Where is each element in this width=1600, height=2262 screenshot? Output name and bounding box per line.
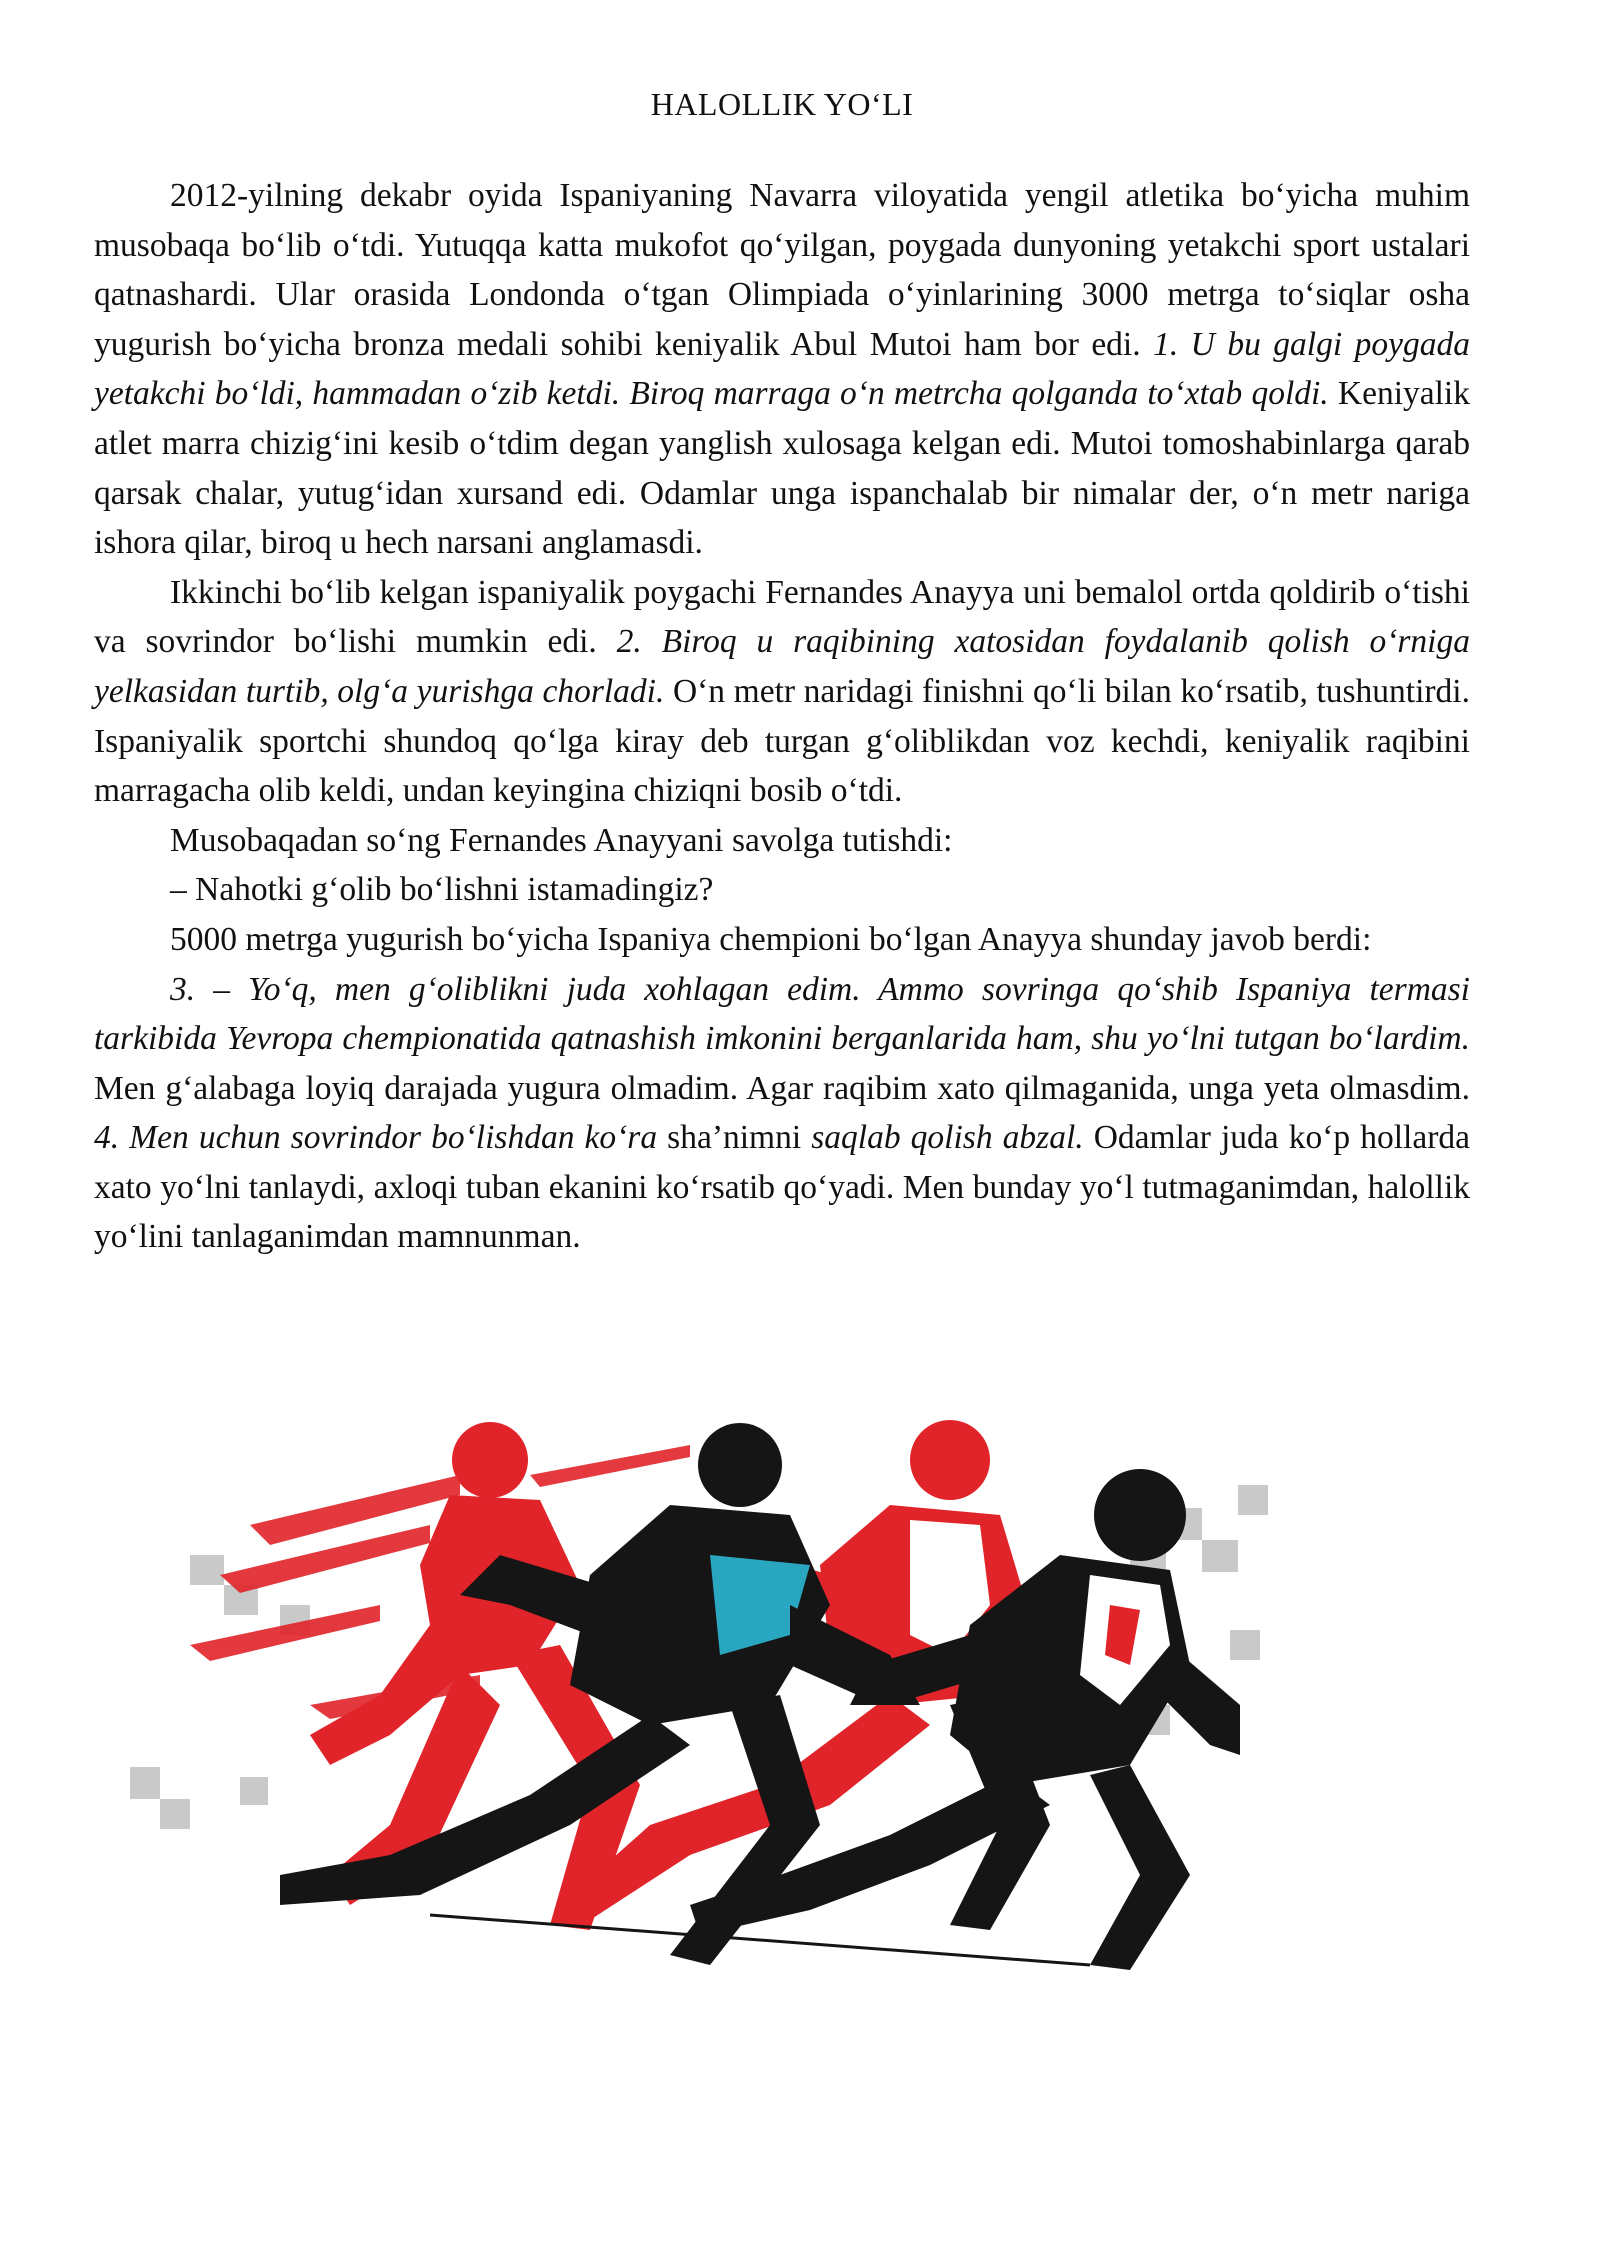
text-segment: sha’nimni: [657, 1119, 812, 1157]
text-segment: 5000 metrga yugurish bo‘yicha Ispaniya chempioni bo‘lgan Anayya shunday javob berdi:: [170, 920, 1372, 958]
document-title: HALOLLIK YO‘LI: [650, 86, 914, 122]
document-body: [94, 171, 1470, 1262]
italic-segment: 1. U bu galgi poygada yetakchi bo‘ldi, hammadan o‘zib ketdi. Biroq marraga o‘n metrcha qolganda to‘xtab qoldi.: [94, 325, 1470, 413]
text-segment: Keniyalik atlet marra chizig‘ini kesib o‘tdim degan yanglish xulosaga kelgan edi. Mutoi tomoshabinlarga qarab qarsak chalar, yutug‘idan xursand edi. Odamlar unga ispanchalab bir nimalar der, o‘n metr nariga ishora qilar, biroq u hech narsani anglamasdi.: [94, 375, 1470, 562]
italic-segment: 3. – Yo‘q, men g‘oliblikni juda xohlagan edim. Ammo sovringa qo‘shib Ispaniya termasi tarkibida Yevropa chempionatida qatnashish imkonini berganlarida ham, shu yo‘lni tutgan bo‘lardim.: [94, 970, 1470, 1058]
text-segment: 2012-yilning dekabr oyida Ispaniyaning Navarra viloyatida yengil atletika bo‘yicha muhim musobaqa bo‘lib o‘tdi. Yutuqqa katta mukofot qo‘yilgan, poygada dunyoning yetakchi sport ustalari qatnashardi. Ular orasida Londonda o‘tgan Olimpiada o‘yinlarining 3000 metrga to‘siqlar osha yugurish bo‘yicha bronza medali sohibi keniyalik Abul Mutoi ham bor edi.: [94, 177, 1470, 363]
paragraph-2: [94, 568, 1470, 816]
paragraph-4: [94, 865, 1470, 915]
paragraph-6: [94, 965, 1470, 1263]
paragraph-3: [94, 816, 1470, 866]
text-segment: Men g‘alabaga loyiq darajada yugura olmadim. Agar raqibim xato qilmaganida, unga yeta olmasdim.: [94, 1069, 1470, 1107]
text-segment: Odamlar juda ko‘p hollarda xato yo‘lni tanlaydi, axloqi tuban ekanini ko‘rsatib qo‘yadi. Men bunday yo‘l tutmaganimdan, halollik yo‘lini tanlaganimdan mamnunman.: [94, 1119, 1471, 1256]
italic-segment: 4. Men uchun sovrindor bo‘lishdan ko‘ra: [94, 1119, 658, 1157]
italic-segment: 2. Biroq u raqibining xatosidan foydalanib qolish o‘rniga yelkasidan turtib, olg‘a yurishga chorladi.: [94, 623, 1470, 710]
text-segment: O‘n metr naridagi finishni qo‘li bilan ko‘rsatib, tushuntirdi. Ispaniyalik sportchi shundoq qo‘lga kiray deb turgan g‘oliblikdan voz kechdi, keniyalik raqibini marragacha olib keldi, undan keyingina chiziqni bosib o‘tdi.: [94, 672, 1470, 810]
text-segment: – Nahotki g‘olib bo‘lishni istamadingiz?: [170, 871, 714, 909]
text-segment: Ikkinchi bo‘lib kelgan ispaniyalik poygachi Fernandes Anayya uni bemalol ortda qoldirib o‘tishi va sovrindor bo‘lishi mumkin edi.: [94, 573, 1470, 661]
text-segment: Musobaqadan so‘ng Fernandes Anayyani savolga tutishdi:: [170, 821, 953, 859]
paragraph-1: [94, 171, 1470, 568]
runners-illustration: [130, 1405, 1410, 1985]
paragraph-5: [94, 915, 1470, 965]
italic-segment: saqlab qolish abzal.: [811, 1119, 1084, 1157]
